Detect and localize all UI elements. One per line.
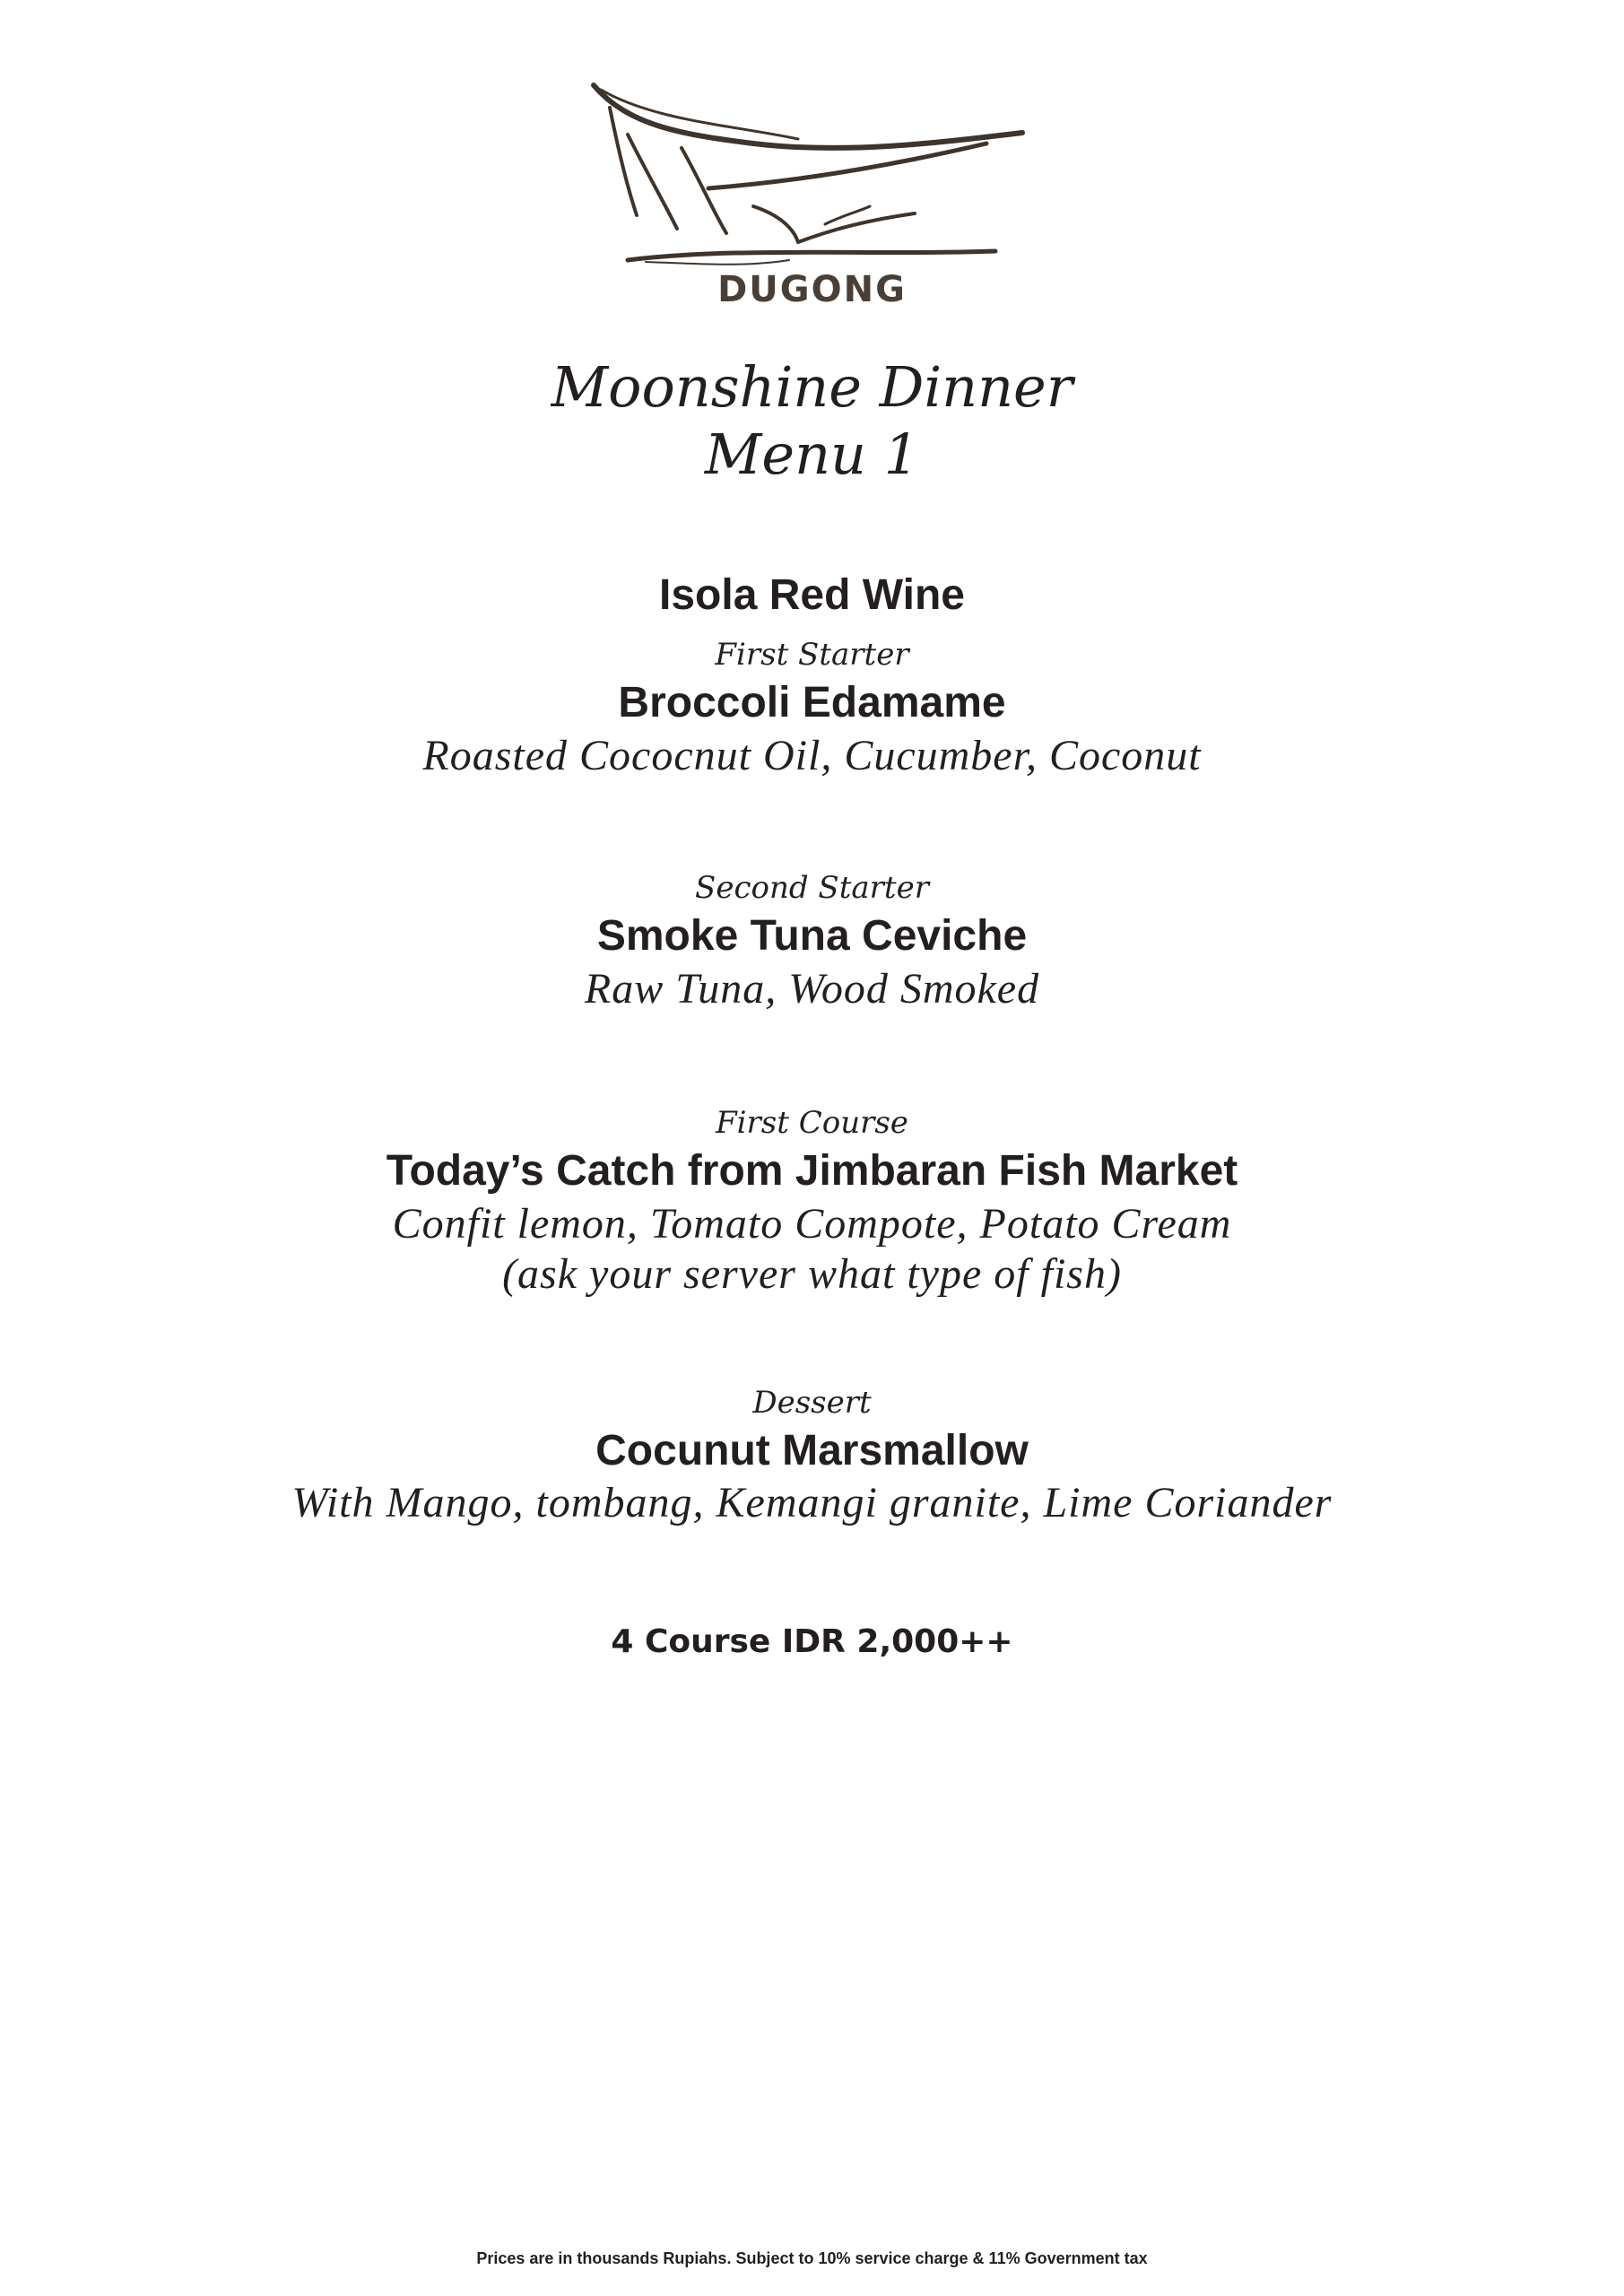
course-description: With Mango, tombang, Kemangi granite, Lime Coriander <box>291 1479 1333 1526</box>
course-section-label: First Course <box>716 1105 908 1141</box>
course-description: Raw Tuna, Wood Smoked <box>584 965 1040 1013</box>
course-section-label: Dessert <box>752 1385 872 1421</box>
menu-title: Moonshine Dinner <box>551 354 1073 420</box>
course-dish-name: Broccoli Edamame <box>618 679 1006 726</box>
course-dish-name: Cocunut Marsmallow <box>595 1427 1029 1474</box>
course-section-label: Second Starter <box>695 870 929 906</box>
course-description: Confit lemon, Tomato Compote, Potato Cream <box>392 1200 1232 1248</box>
brand-name: DUGONG <box>717 269 907 310</box>
course-description-note: (ask your server what type of fish) <box>502 1250 1122 1298</box>
course-dish-name: Smoke Tuna Ceviche <box>596 912 1028 960</box>
course-description: Roasted Cococnut Oil, Cucumber, Coconut <box>422 732 1202 779</box>
course-section-label: First Starter <box>715 637 909 673</box>
course-dish-name: Today’s Catch from Jimbaran Fish Market <box>386 1147 1238 1195</box>
menu-subtitle: Menu 1 <box>704 422 920 487</box>
wine-name: Isola Red Wine <box>659 571 965 619</box>
menu-price: 4 Course IDR 2,000++ <box>611 1623 1013 1660</box>
footer-note: Prices are in thousands Rupiahs. Subject to 10% service charge & 11% Government tax <box>476 2249 1148 2267</box>
